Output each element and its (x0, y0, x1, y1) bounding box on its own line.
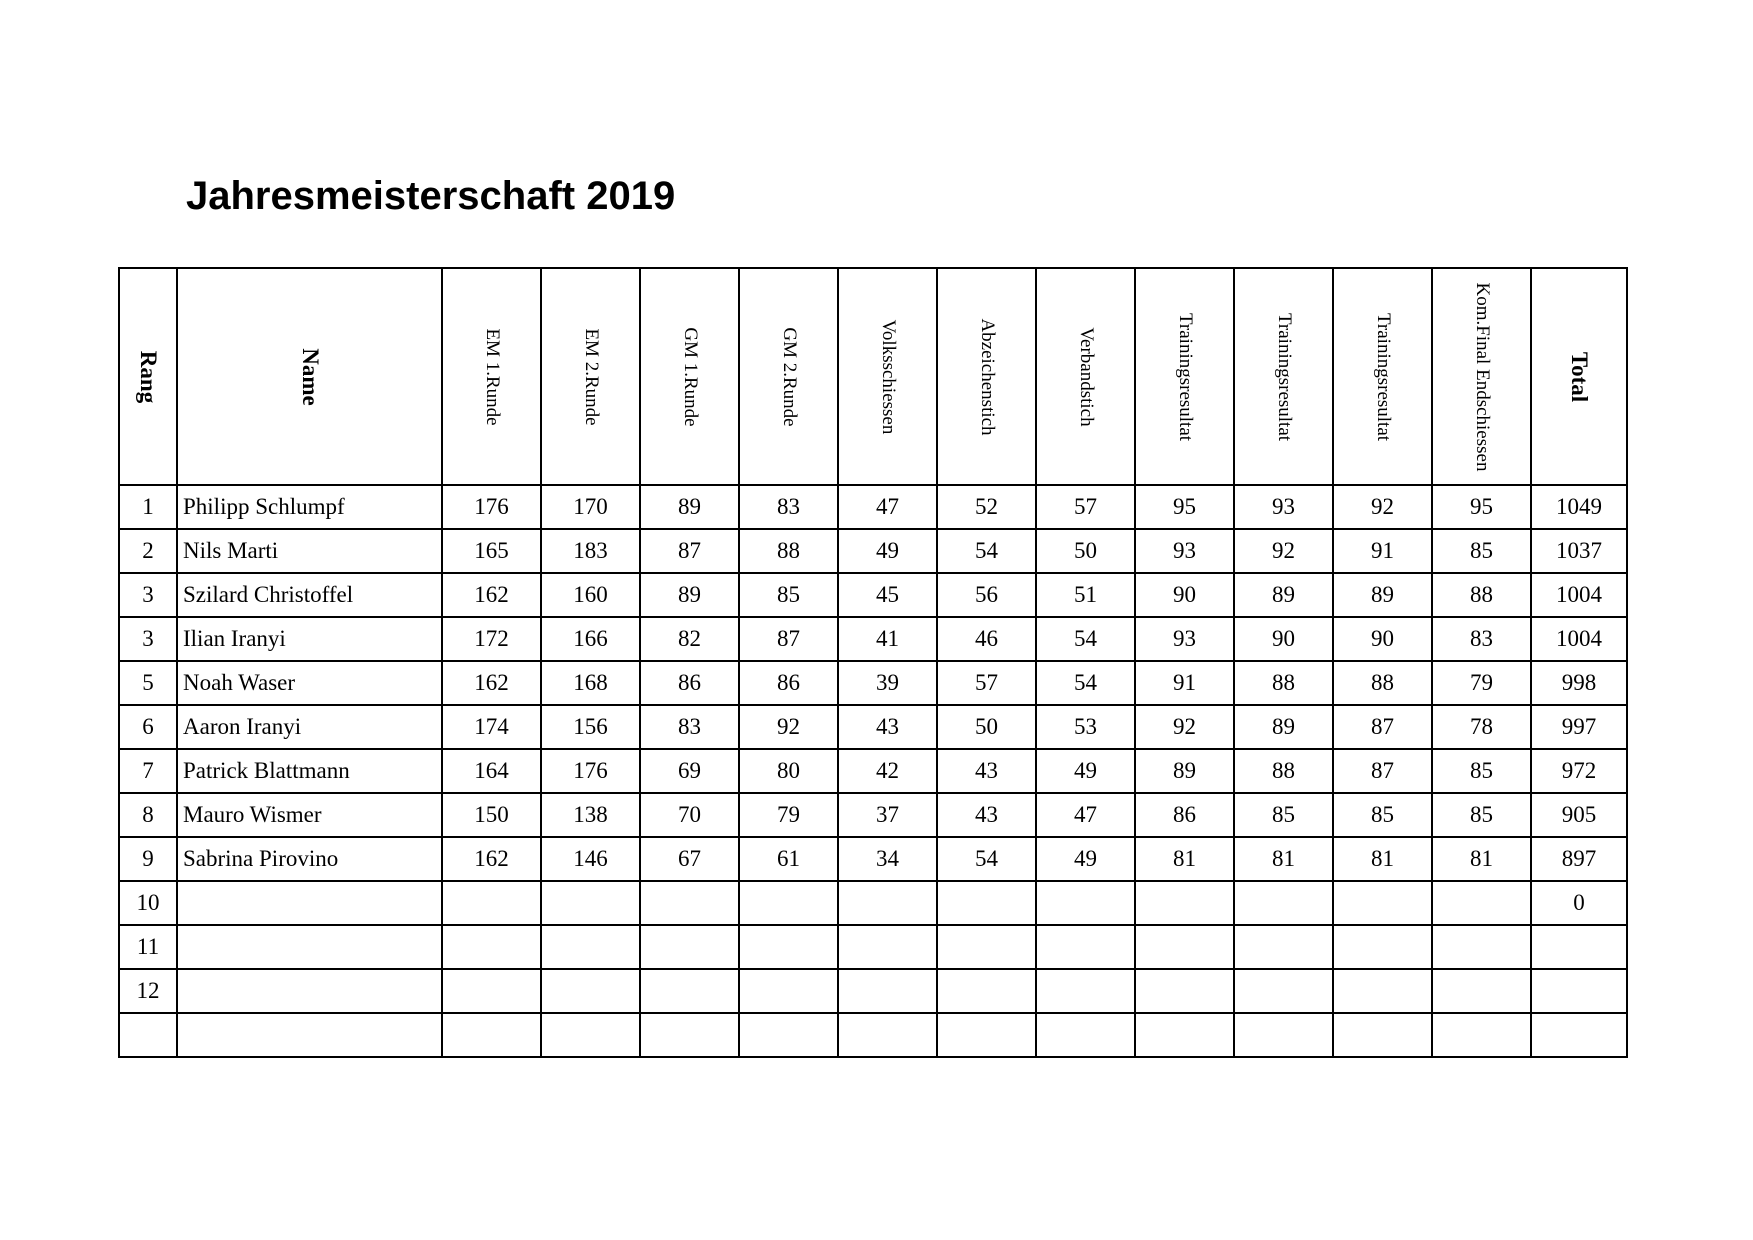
total-cell: 1004 (1531, 617, 1627, 661)
total-cell: 897 (1531, 837, 1627, 881)
score-cell: 80 (739, 749, 838, 793)
score-cell: 168 (541, 661, 640, 705)
table-row (119, 881, 1627, 925)
column-header-training-1 (1135, 268, 1234, 485)
score-cell: 89 (640, 485, 739, 529)
score-cell: 87 (640, 529, 739, 573)
score-cell: 170 (541, 485, 640, 529)
table-row (119, 969, 1627, 1013)
score-cell: 89 (640, 573, 739, 617)
column-header-verbandstich (1036, 268, 1135, 485)
score-cell: 50 (937, 705, 1036, 749)
score-cell: 89 (1234, 573, 1333, 617)
column-header-em1 (442, 268, 541, 485)
score-cell: 88 (739, 529, 838, 573)
score-cell (541, 969, 640, 1013)
header-label: Name (297, 347, 323, 406)
score-cell: 88 (1234, 661, 1333, 705)
name-cell: Philipp Schlumpf (177, 485, 442, 529)
name-cell: Mauro Wismer (177, 793, 442, 837)
total-cell (1531, 969, 1627, 1013)
score-cell (640, 1013, 739, 1057)
score-cell: 176 (541, 749, 640, 793)
name-cell (177, 1013, 442, 1057)
score-cell: 87 (739, 617, 838, 661)
total-cell: 1037 (1531, 529, 1627, 573)
score-cell (442, 969, 541, 1013)
column-header-volksschiessen (838, 268, 937, 485)
score-cell: 95 (1432, 485, 1531, 529)
score-cell: 88 (1432, 573, 1531, 617)
rank-cell: 7 (119, 749, 177, 793)
column-header-total (1531, 268, 1627, 485)
table-row (119, 485, 1627, 529)
rank-cell: 1 (119, 485, 177, 529)
name-cell: Aaron Iranyi (177, 705, 442, 749)
score-cell: 78 (1432, 705, 1531, 749)
header-label: EM 1.Runde (481, 327, 503, 426)
score-cell (1432, 969, 1531, 1013)
score-cell: 81 (1135, 837, 1234, 881)
name-cell: Szilard Christoffel (177, 573, 442, 617)
score-cell: 174 (442, 705, 541, 749)
total-cell (1531, 925, 1627, 969)
score-cell: 85 (739, 573, 838, 617)
score-cell (1135, 969, 1234, 1013)
score-cell: 85 (1432, 793, 1531, 837)
header-label: Rang (136, 350, 161, 403)
score-cell (739, 925, 838, 969)
score-cell (1234, 925, 1333, 969)
rank-cell: 3 (119, 617, 177, 661)
score-cell (1333, 925, 1432, 969)
score-cell: 88 (1333, 661, 1432, 705)
score-cell: 56 (937, 573, 1036, 617)
score-cell: 86 (1135, 793, 1234, 837)
name-cell (177, 969, 442, 1013)
score-cell (838, 925, 937, 969)
score-cell: 57 (1036, 485, 1135, 529)
score-cell: 95 (1135, 485, 1234, 529)
total-cell: 998 (1531, 661, 1627, 705)
total-cell: 972 (1531, 749, 1627, 793)
score-cell: 162 (442, 837, 541, 881)
table-row (119, 1013, 1627, 1057)
score-cell: 160 (541, 573, 640, 617)
score-cell: 162 (442, 661, 541, 705)
score-cell (1135, 1013, 1234, 1057)
score-cell (1135, 925, 1234, 969)
header-label: Total (1567, 351, 1592, 402)
score-cell: 49 (1036, 837, 1135, 881)
score-cell: 85 (1432, 529, 1531, 573)
score-cell: 85 (1234, 793, 1333, 837)
column-header-training-3 (1333, 268, 1432, 485)
score-cell: 93 (1234, 485, 1333, 529)
score-cell: 69 (640, 749, 739, 793)
score-cell: 93 (1135, 529, 1234, 573)
total-cell: 1004 (1531, 573, 1627, 617)
score-cell: 86 (739, 661, 838, 705)
score-cell: 92 (1234, 529, 1333, 573)
score-cell: 85 (1432, 749, 1531, 793)
total-cell: 905 (1531, 793, 1627, 837)
score-cell: 86 (640, 661, 739, 705)
header-label: Trainingsresultat (1273, 312, 1295, 441)
score-cell (1234, 1013, 1333, 1057)
score-cell: 87 (1333, 705, 1432, 749)
column-header-gm1 (640, 268, 739, 485)
rank-cell: 9 (119, 837, 177, 881)
score-cell: 82 (640, 617, 739, 661)
score-cell (1036, 881, 1135, 925)
score-cell: 150 (442, 793, 541, 837)
score-cell (640, 925, 739, 969)
score-cell (838, 969, 937, 1013)
rank-cell: 8 (119, 793, 177, 837)
score-cell: 67 (640, 837, 739, 881)
header-label: Trainingsresultat (1372, 312, 1394, 441)
score-cell (640, 969, 739, 1013)
column-header-kom-final (1432, 268, 1531, 485)
rank-cell: 5 (119, 661, 177, 705)
score-cell: 92 (739, 705, 838, 749)
score-cell: 61 (739, 837, 838, 881)
header-label: Trainingsresultat (1174, 312, 1196, 441)
name-cell (177, 925, 442, 969)
column-header-gm2 (739, 268, 838, 485)
header-label: Verbandstich (1075, 326, 1097, 427)
score-cell: 50 (1036, 529, 1135, 573)
score-cell: 138 (541, 793, 640, 837)
score-cell (442, 881, 541, 925)
score-cell: 83 (640, 705, 739, 749)
score-cell: 81 (1234, 837, 1333, 881)
header-row (119, 268, 1627, 485)
column-header-rang (119, 268, 177, 485)
score-cell (541, 925, 640, 969)
score-cell (640, 881, 739, 925)
column-header-name (177, 268, 442, 485)
table-row (119, 661, 1627, 705)
table-row (119, 925, 1627, 969)
total-cell: 997 (1531, 705, 1627, 749)
table-row (119, 705, 1627, 749)
score-cell (937, 881, 1036, 925)
score-cell: 92 (1333, 485, 1432, 529)
rank-cell: 3 (119, 573, 177, 617)
score-cell: 81 (1333, 837, 1432, 881)
score-cell (1234, 969, 1333, 1013)
score-cell: 146 (541, 837, 640, 881)
table-row (119, 793, 1627, 837)
name-cell: Sabrina Pirovino (177, 837, 442, 881)
score-cell: 52 (937, 485, 1036, 529)
score-cell: 54 (937, 837, 1036, 881)
score-cell: 70 (640, 793, 739, 837)
score-cell: 46 (937, 617, 1036, 661)
score-cell (1234, 881, 1333, 925)
score-cell (1333, 969, 1432, 1013)
score-cell: 90 (1234, 617, 1333, 661)
score-cell (1333, 881, 1432, 925)
score-cell: 172 (442, 617, 541, 661)
score-cell: 166 (541, 617, 640, 661)
score-cell: 81 (1432, 837, 1531, 881)
total-cell: 1049 (1531, 485, 1627, 529)
header-label: Abzeichenstich (976, 317, 998, 436)
score-cell: 92 (1135, 705, 1234, 749)
table-row (119, 529, 1627, 573)
table-row (119, 749, 1627, 793)
header-label: GM 1.Runde (679, 326, 701, 427)
table-row (119, 837, 1627, 881)
score-cell: 91 (1333, 529, 1432, 573)
rank-cell: 12 (119, 969, 177, 1013)
name-cell: Ilian Iranyi (177, 617, 442, 661)
name-cell (177, 881, 442, 925)
name-cell: Nils Marti (177, 529, 442, 573)
name-cell: Patrick Blattmann (177, 749, 442, 793)
score-cell (541, 881, 640, 925)
results-table (118, 267, 1628, 1058)
score-cell (1432, 881, 1531, 925)
score-cell (1432, 925, 1531, 969)
score-cell: 54 (1036, 617, 1135, 661)
page-title: Jahresmeisterschaft 2019 (186, 174, 676, 218)
score-cell: 91 (1135, 661, 1234, 705)
score-cell (739, 1013, 838, 1057)
score-cell: 54 (1036, 661, 1135, 705)
column-header-training-2 (1234, 268, 1333, 485)
score-cell: 85 (1333, 793, 1432, 837)
table-body (119, 485, 1627, 1057)
score-cell: 162 (442, 573, 541, 617)
score-cell: 90 (1333, 617, 1432, 661)
score-cell: 164 (442, 749, 541, 793)
score-cell: 79 (739, 793, 838, 837)
score-cell (442, 925, 541, 969)
name-cell: Noah Waser (177, 661, 442, 705)
score-cell: 49 (838, 529, 937, 573)
score-cell (442, 1013, 541, 1057)
score-cell (1333, 1013, 1432, 1057)
column-header-abzeichenstich (937, 268, 1036, 485)
score-cell: 34 (838, 837, 937, 881)
score-cell: 37 (838, 793, 937, 837)
score-cell: 41 (838, 617, 937, 661)
score-cell: 43 (937, 749, 1036, 793)
header-label: GM 2.Runde (778, 326, 800, 427)
score-cell: 93 (1135, 617, 1234, 661)
score-cell (1036, 925, 1135, 969)
score-cell: 47 (1036, 793, 1135, 837)
table-row (119, 573, 1627, 617)
column-header-em2 (541, 268, 640, 485)
rank-cell: 11 (119, 925, 177, 969)
score-cell: 156 (541, 705, 640, 749)
score-cell: 90 (1135, 573, 1234, 617)
score-cell (1135, 881, 1234, 925)
total-cell (1531, 1013, 1627, 1057)
rank-cell: 2 (119, 529, 177, 573)
score-cell: 43 (937, 793, 1036, 837)
score-cell: 54 (937, 529, 1036, 573)
rank-cell (119, 1013, 177, 1057)
score-cell: 43 (838, 705, 937, 749)
score-cell: 89 (1333, 573, 1432, 617)
score-cell: 183 (541, 529, 640, 573)
score-cell (739, 969, 838, 1013)
score-cell (838, 1013, 937, 1057)
score-cell: 51 (1036, 573, 1135, 617)
score-cell: 39 (838, 661, 937, 705)
score-cell (937, 1013, 1036, 1057)
score-cell: 165 (442, 529, 541, 573)
score-cell: 53 (1036, 705, 1135, 749)
score-cell: 87 (1333, 749, 1432, 793)
score-cell: 83 (1432, 617, 1531, 661)
score-cell (1432, 1013, 1531, 1057)
score-cell: 83 (739, 485, 838, 529)
score-cell (1036, 969, 1135, 1013)
header-label: Volksschiessen (877, 319, 899, 434)
score-cell: 57 (937, 661, 1036, 705)
score-cell (937, 925, 1036, 969)
table-row (119, 617, 1627, 661)
score-cell: 47 (838, 485, 937, 529)
header-label: Kom.Final Endschiessen (1471, 282, 1493, 471)
score-cell: 45 (838, 573, 937, 617)
score-cell: 49 (1036, 749, 1135, 793)
score-cell (739, 881, 838, 925)
rank-cell: 10 (119, 881, 177, 925)
score-cell: 176 (442, 485, 541, 529)
score-cell: 88 (1234, 749, 1333, 793)
score-cell: 89 (1234, 705, 1333, 749)
score-cell: 79 (1432, 661, 1531, 705)
score-cell: 89 (1135, 749, 1234, 793)
score-cell (541, 1013, 640, 1057)
score-cell: 42 (838, 749, 937, 793)
score-cell (937, 969, 1036, 1013)
rank-cell: 6 (119, 705, 177, 749)
total-cell: 0 (1531, 881, 1627, 925)
score-cell (1036, 1013, 1135, 1057)
score-cell (838, 881, 937, 925)
header-label: EM 2.Runde (580, 327, 602, 426)
